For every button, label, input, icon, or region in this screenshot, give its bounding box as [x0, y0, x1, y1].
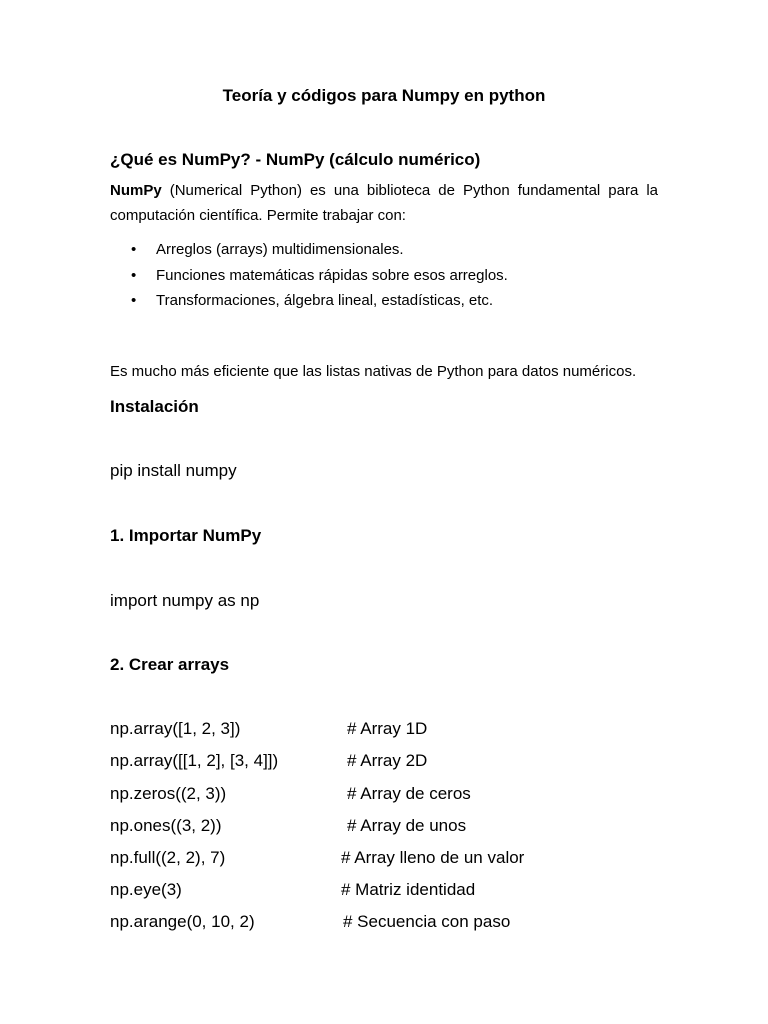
code-line: np.eye(3): [110, 880, 182, 899]
list-item: Transformaciones, álgebra lineal, estadísticas, etc.: [156, 292, 494, 309]
what-is-heading: ¿Qué es NumPy? - NumPy (cálculo numérico): [110, 150, 481, 169]
code-comment: # Array lleno de un valor: [341, 848, 525, 867]
document-title: Teoría y códigos para Numpy en python: [222, 86, 546, 105]
code-comment: # Array de unos: [347, 816, 467, 835]
arrays-heading: 2. Crear arrays: [110, 655, 230, 674]
intro-bold: NumPy: [110, 182, 162, 199]
code-comment: # Array de ceros: [347, 784, 471, 803]
code-line: np.array([1, 2, 3]): [110, 719, 241, 738]
import-heading: 1. Importar NumPy: [110, 526, 262, 545]
bullet-glyph: •: [131, 241, 137, 258]
intro-text: (Numerical Python) es una biblioteca de Python fundamental para la computación científica. Permite trabajar con:: [110, 182, 658, 224]
intro-paragraph: [110, 178, 658, 228]
code-line: np.zeros((2, 3)): [110, 784, 227, 803]
code-comment: # Matriz identidad: [341, 880, 476, 899]
code-line: np.arange(0, 10, 2): [110, 912, 255, 931]
bullet-glyph: •: [131, 267, 137, 284]
bullet-glyph: •: [131, 292, 137, 309]
install-heading: Instalación: [110, 397, 199, 416]
code-line: np.ones((3, 2)): [110, 816, 222, 835]
code-line: np.full((2, 2), 7): [110, 848, 226, 867]
efficiency-note: Es mucho más eficiente que las listas nativas de Python para datos numéricos.: [110, 363, 637, 380]
list-item: Funciones matemáticas rápidas sobre esos arreglos.: [156, 267, 508, 284]
code-line: np.array([[1, 2], [3, 4]]): [110, 751, 279, 770]
code-comment: # Array 1D: [347, 719, 428, 738]
install-command: pip install numpy: [110, 461, 237, 480]
list-item: Arreglos (arrays) multidimensionales.: [156, 241, 404, 258]
code-comment: # Array 2D: [347, 751, 428, 770]
code-comment: # Secuencia con paso: [343, 912, 511, 931]
import-code: import numpy as np: [110, 591, 260, 610]
